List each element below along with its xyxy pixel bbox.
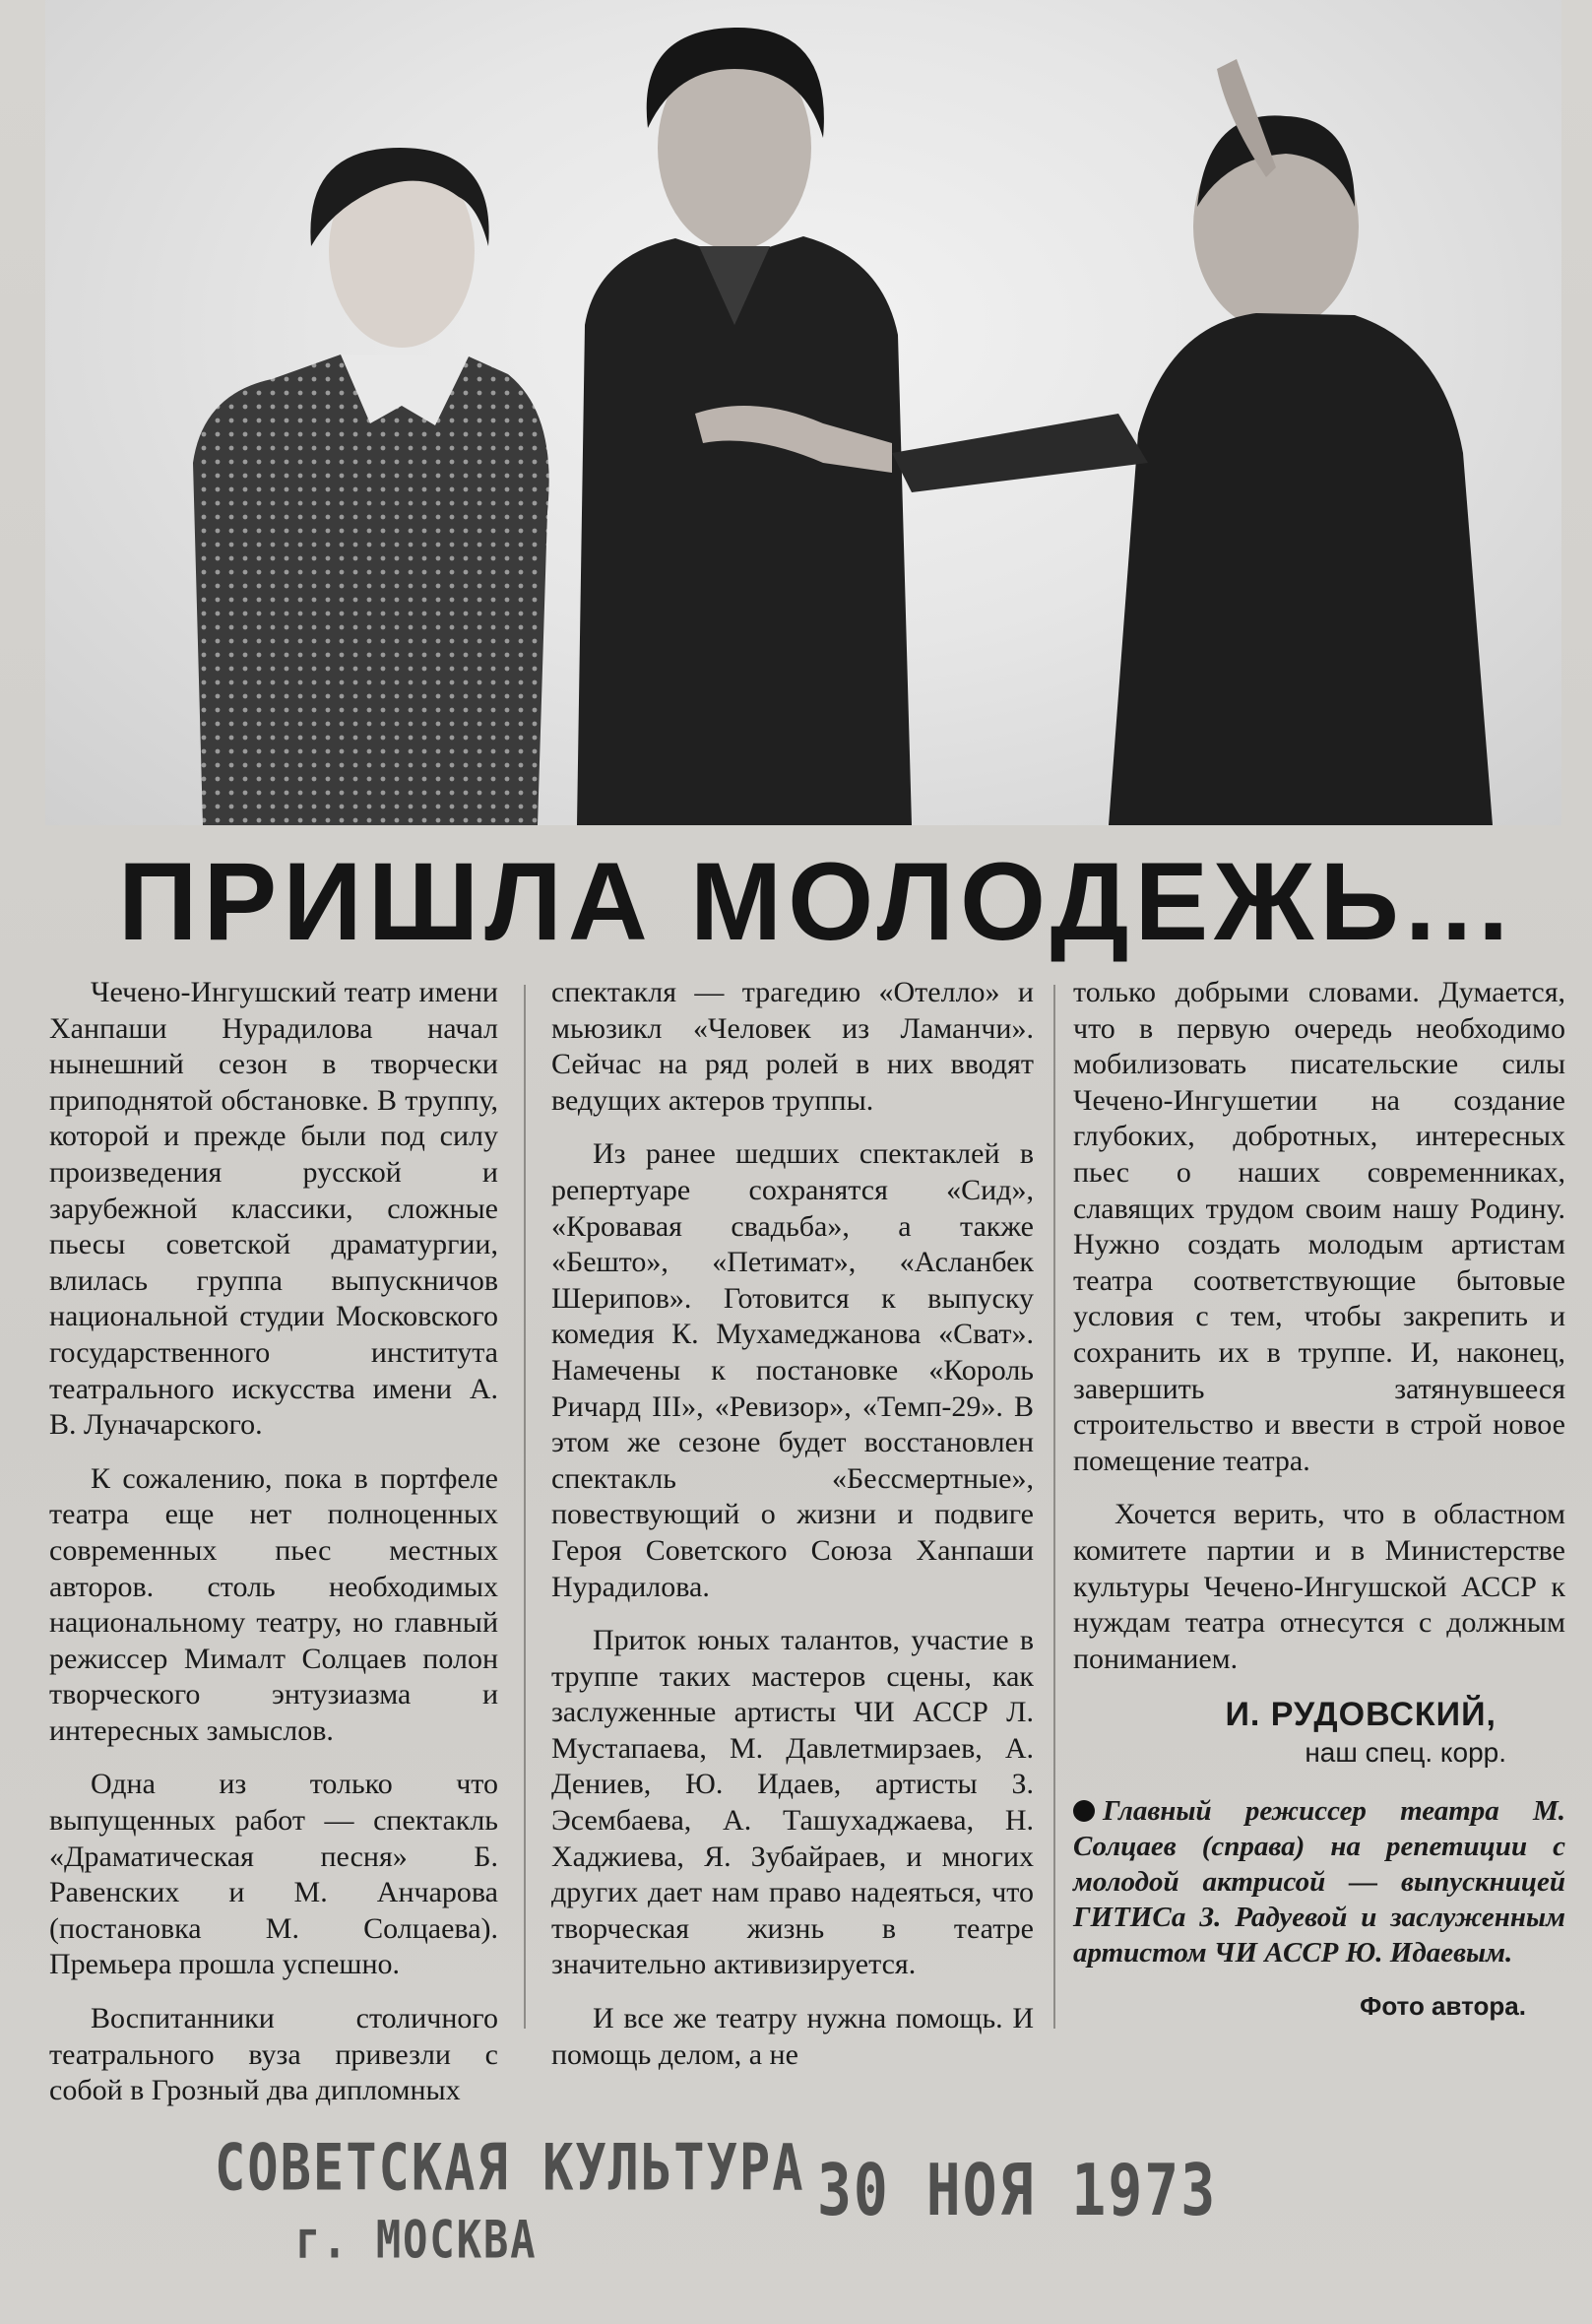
paragraph: Хочется верить, что в областном комитете партии и в Министерстве культуры Чечено-Ингушской АССР к нуждам театра отнесутся с должным пониманием. bbox=[1073, 1498, 1565, 1675]
photo-caption-text: Главный режиссер театра М. Солцаев (справа) на репетиции с молодой актрисой — выпускницей ГИТИСа З. Радуевой и заслуженным артистом ЧИ АССР Ю. Идаевым. bbox=[1073, 1795, 1565, 1969]
paragraph: только добрыми словами. Думается, что в первую очередь необходимо мобилизовать писательские силы Чечено-Ингушетии на создание глубоких, добротных, интересных пьес о наших современниках, славящих трудом своим нашу Родину. Нужно создать молодым артистам театра соответствующие бытовые условия с тем, чтобы закрепить и сохранить их в труппе. И, наконец, завершить затянувшееся строительство и ввести в строй новое помещение театра. bbox=[1073, 976, 1565, 1477]
stamp-city: г. МОСКВА bbox=[295, 2209, 538, 2271]
photo-caption bbox=[1073, 1793, 1565, 1970]
article-column-3 bbox=[1073, 975, 1565, 2025]
photograph-three-actors-icon bbox=[45, 0, 1561, 825]
paragraph: И все же театру нужна помощь. И помощь делом, а не bbox=[551, 2002, 1034, 2071]
column-divider bbox=[524, 985, 526, 2029]
actor-center-figure bbox=[577, 28, 912, 825]
director-figure bbox=[892, 59, 1493, 825]
article-column-2 bbox=[551, 975, 1034, 2091]
paragraph: Из ранее шедших спектаклей в репертуаре сохранятся «Сид», «Кровавая свадьба», а также «Бешто», «Петимат», «Асланбек Шерипов». Готовится к выпуску комедия К. Мухамеджанова «Сват». Намечены к постановке «Король Ричард III», «Ревизор», «Темп-29». В этом же сезоне будет восстановлен спектакль «Бессмертные», повествующий о жизни и подвиге Героя Советского Союза Ханпаши Нурадилова. bbox=[551, 1137, 1034, 1603]
column-divider bbox=[1053, 985, 1055, 2029]
article-headline: ПРИШЛА МОЛОДЕЖЬ... bbox=[118, 840, 1515, 963]
byline-role: наш спец. корр. bbox=[1305, 1737, 1506, 1769]
paragraph: К сожалению, пока в портфеле театра еще нет полноценных современных пьес местных авторов. столь необходимых национальному театру, но главный режиссер Мималт Солцаев полон творческого энтузиазма и интересных замыслов. bbox=[49, 1461, 498, 1747]
paragraph: спектакля — трагедию «Отелло» и мьюзикл «Человек из Ламанчи». Сейчас на ряд ролей в них вводят ведущих актеров труппы. bbox=[551, 976, 1034, 1117]
paragraph: Чечено-Ингушский театр имени Ханпаши Нурадилова начал нынешний сезон в творчески приподнятой обстановке. В труппу, которой и прежде были под силу произведения русской и зарубежной классики, сложные пьесы советской драматургии, влилась группа выпускничов национальной студии Московского государственного института театрального искусства имени А. В. Луначарского. bbox=[49, 976, 498, 1442]
article-photograph bbox=[45, 0, 1561, 825]
byline-author: И. РУДОВСКИЙ, bbox=[1225, 1696, 1496, 1734]
stamp-publication: СОВЕТСКАЯ КУЛЬТУРА bbox=[215, 2131, 805, 2206]
paragraph: Приток юных талантов, участие в труппе таких мастеров сцены, как заслуженные артисты ЧИ АССР Л. Мустапаева, М. Давлетмирзаев, А. Дениев, Ю. Идаев, артисты З. Эсембаева, А. Ташухаджаева, Н. Хаджиева, Я. Зубайраев, и многих других дает нам право надеяться, что творческая жизнь в театре значительно активизируется. bbox=[551, 1624, 1034, 1981]
bullet-icon bbox=[1073, 1800, 1095, 1822]
photo-credit: Фото автора. bbox=[1360, 1991, 1526, 2022]
actress-figure bbox=[193, 148, 549, 825]
paragraph: Воспитанники столичного театрального вуза привезли с собой в Грозный два дипломных bbox=[49, 2002, 498, 2107]
article-column-1 bbox=[49, 975, 498, 2127]
paragraph: Одна из только что выпущенных работ — спектакль «Драматическая песня» Б. Равенских и М. Анчарова (постановка М. Солцаева). Премьера прошла успешно. bbox=[49, 1768, 498, 1981]
stamp-date: 30 НОЯ 1973 bbox=[817, 2148, 1218, 2232]
